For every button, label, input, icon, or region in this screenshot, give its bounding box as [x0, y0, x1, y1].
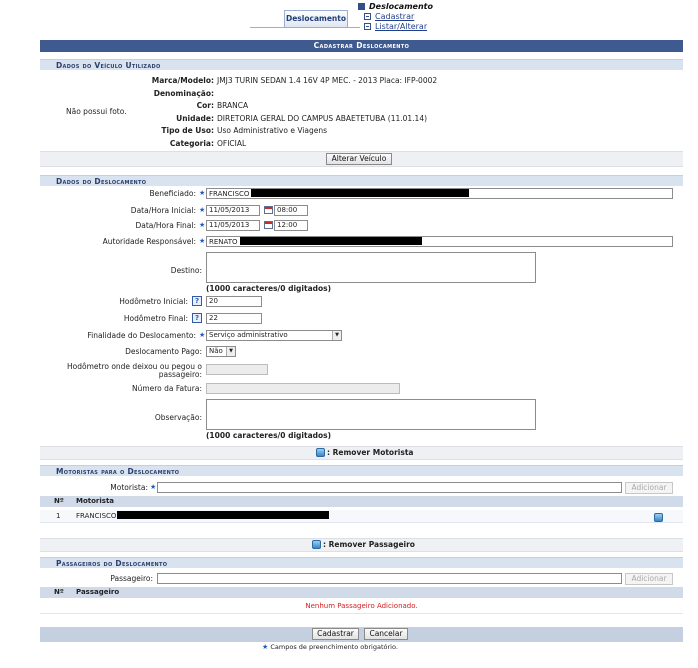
remover-motorista-legend	[316, 448, 413, 458]
required-star-icon: ★	[199, 331, 206, 339]
pago-select[interactable]	[206, 346, 236, 357]
remove-icon	[316, 448, 325, 457]
denominacao-label: Denominação:	[153, 89, 214, 98]
adicionar-motorista-button[interactable]: Adicionar	[625, 482, 673, 494]
unidade-label: Unidade:	[176, 114, 214, 123]
hodometro-passageiro-input[interactable]	[206, 364, 268, 375]
passageiro-input[interactable]	[157, 573, 622, 584]
beneficiado-label: Beneficiado:	[149, 189, 196, 198]
tipo-uso-value: Uso Administrativo e Viagens	[217, 126, 327, 135]
empty-passengers-row	[40, 600, 683, 614]
cadastrar-button[interactable]: Cadastrar	[312, 628, 359, 640]
row-num: 1	[56, 512, 61, 520]
menu-item-label: Listar/Alterar	[375, 22, 428, 31]
row-name	[76, 510, 329, 523]
destino-label: Destino:	[170, 266, 202, 275]
hodometro-passageiro-label-2: passageiro:	[158, 370, 202, 379]
hodometro-final-label: Hodômetro Final:	[123, 314, 188, 323]
pago-label: Deslocamento Pago:	[125, 347, 202, 356]
hora-final-input[interactable]: 12:00	[274, 220, 308, 231]
menu-square-icon	[364, 23, 371, 30]
trash-icon	[654, 513, 663, 522]
side-menu	[358, 2, 433, 32]
menu-root[interactable]	[358, 2, 433, 12]
marca-label: Marca/Modelo:	[151, 76, 214, 85]
tab-underline	[250, 27, 360, 28]
beneficiado-input[interactable]	[206, 188, 673, 199]
row-name-text: FRANCISCO	[76, 512, 117, 520]
data-inicial-label: Data/Hora Inicial:	[130, 206, 196, 215]
redacted-block	[251, 189, 469, 197]
empty-message: Nenhum Passageiro Adicionado.	[305, 602, 418, 610]
calendar-icon[interactable]	[264, 206, 273, 214]
chevron-down-icon: ▼	[226, 347, 235, 356]
required-star-icon: ★	[199, 237, 206, 245]
required-star-icon: ★	[199, 189, 206, 197]
required-note-text: Campos de preenchimento obrigatório.	[270, 643, 398, 651]
redacted-block	[240, 237, 422, 245]
unidade-value: DIRETORIA GERAL DO CAMPUS ABAETETUBA (11.01.14)	[217, 114, 428, 123]
required-star-icon: ★	[150, 483, 157, 491]
col-motorista: Motorista	[76, 497, 115, 505]
tab-deslocamento[interactable]: Deslocamento	[284, 10, 348, 27]
hodometro-inicial-input[interactable]: 20	[206, 296, 262, 307]
col-passageiro: Passageiro	[76, 588, 120, 596]
pago-value: Não	[209, 347, 223, 355]
help-icon[interactable]: ?	[192, 313, 202, 323]
passageiro-label: Passageiro:	[110, 574, 153, 583]
required-note	[262, 643, 398, 651]
observacao-label: Observação:	[154, 413, 202, 422]
hodometro-final-input[interactable]: 22	[206, 313, 262, 324]
calendar-icon[interactable]	[264, 221, 273, 229]
motorista-label: Motorista:	[110, 483, 148, 492]
redacted-block	[117, 511, 329, 519]
footer-bar	[40, 627, 683, 642]
categoria-value: OFICIAL	[217, 139, 247, 148]
table-row	[40, 510, 683, 523]
fatura-input[interactable]	[206, 383, 400, 394]
adicionar-passageiro-button[interactable]: Adicionar	[625, 573, 673, 585]
hodometro-inicial-label: Hodômetro Inicial:	[119, 297, 188, 306]
data-final-input[interactable]: 11/05/2013	[206, 220, 260, 231]
autoridade-input[interactable]	[206, 236, 673, 247]
menu-item-listar[interactable]	[358, 22, 433, 32]
vehicle-section-header: Dados do Veículo Utilizado	[40, 59, 683, 70]
alterar-veiculo-button[interactable]: Alterar Veículo	[326, 153, 392, 165]
help-icon[interactable]: ?	[192, 296, 202, 306]
passengers-section-header: Passageiros do Deslocamento	[40, 557, 683, 568]
hora-inicial-input[interactable]: 08:00	[274, 205, 308, 216]
menu-root-label: Deslocamento	[369, 2, 433, 11]
data-inicial-input[interactable]: 11/05/2013	[206, 205, 260, 216]
page-title: Cadastrar Deslocamento	[40, 40, 683, 52]
data-final-label: Data/Hora Final:	[135, 221, 196, 230]
menu-item-label: Cadastrar	[375, 12, 415, 21]
col-num: Nº	[54, 588, 64, 596]
marca-value: JMJ3 TURIN SEDAN 1.4 16V 4P MEC. - 2013 Placa: IFP-0002	[217, 76, 438, 85]
required-star-icon: ★	[199, 206, 206, 214]
required-star-icon: ★	[262, 643, 269, 651]
finalidade-select[interactable]	[206, 330, 342, 341]
drivers-section-header: Motoristas para o Deslocamento	[40, 465, 683, 476]
cor-label: Cor:	[196, 101, 214, 110]
cancelar-button[interactable]: Cancelar	[364, 628, 408, 640]
cor-value: BRANCA	[217, 101, 249, 110]
menu-item-cadastrar[interactable]	[358, 12, 433, 22]
finalidade-label: Finalidade do Deslocamento:	[87, 331, 196, 340]
trip-section-header: Dados do Deslocamento	[40, 175, 683, 186]
menu-square-icon	[364, 13, 371, 20]
passengers-table-header	[40, 587, 683, 598]
remover-motorista-text: : Remover Motorista	[327, 448, 414, 457]
hodometro-passageiro-label: Hodômetro onde deixou ou pegou o	[67, 362, 202, 371]
observacao-textarea[interactable]	[206, 399, 536, 430]
fatura-label: Número da Fatura:	[131, 384, 202, 393]
autoridade-label: Autoridade Responsável:	[102, 237, 196, 246]
observacao-char-counter: (1000 caracteres/0 digitados)	[206, 431, 332, 440]
destino-char-counter: (1000 caracteres/0 digitados)	[206, 284, 332, 293]
remover-passageiro-legend	[312, 540, 415, 550]
destino-textarea[interactable]	[206, 252, 536, 283]
motorista-input[interactable]	[157, 482, 622, 493]
col-num: Nº	[54, 497, 64, 505]
remove-icon	[312, 540, 321, 549]
menu-square-icon	[358, 3, 365, 10]
no-photo-text: Não possui foto.	[66, 107, 127, 116]
drivers-table-header	[40, 496, 683, 507]
beneficiado-value: FRANCISCO	[209, 190, 250, 198]
autoridade-value: RENATO	[209, 238, 238, 246]
categoria-label: Categoria:	[169, 139, 214, 148]
required-star-icon: ★	[199, 221, 206, 229]
remove-motorista-button[interactable]	[654, 512, 665, 525]
finalidade-value: Serviço administrativo	[209, 331, 288, 339]
tipo-uso-label: Tipo de Uso:	[161, 126, 214, 135]
chevron-down-icon: ▼	[332, 331, 341, 340]
remover-passageiro-text: : Remover Passageiro	[323, 540, 415, 549]
